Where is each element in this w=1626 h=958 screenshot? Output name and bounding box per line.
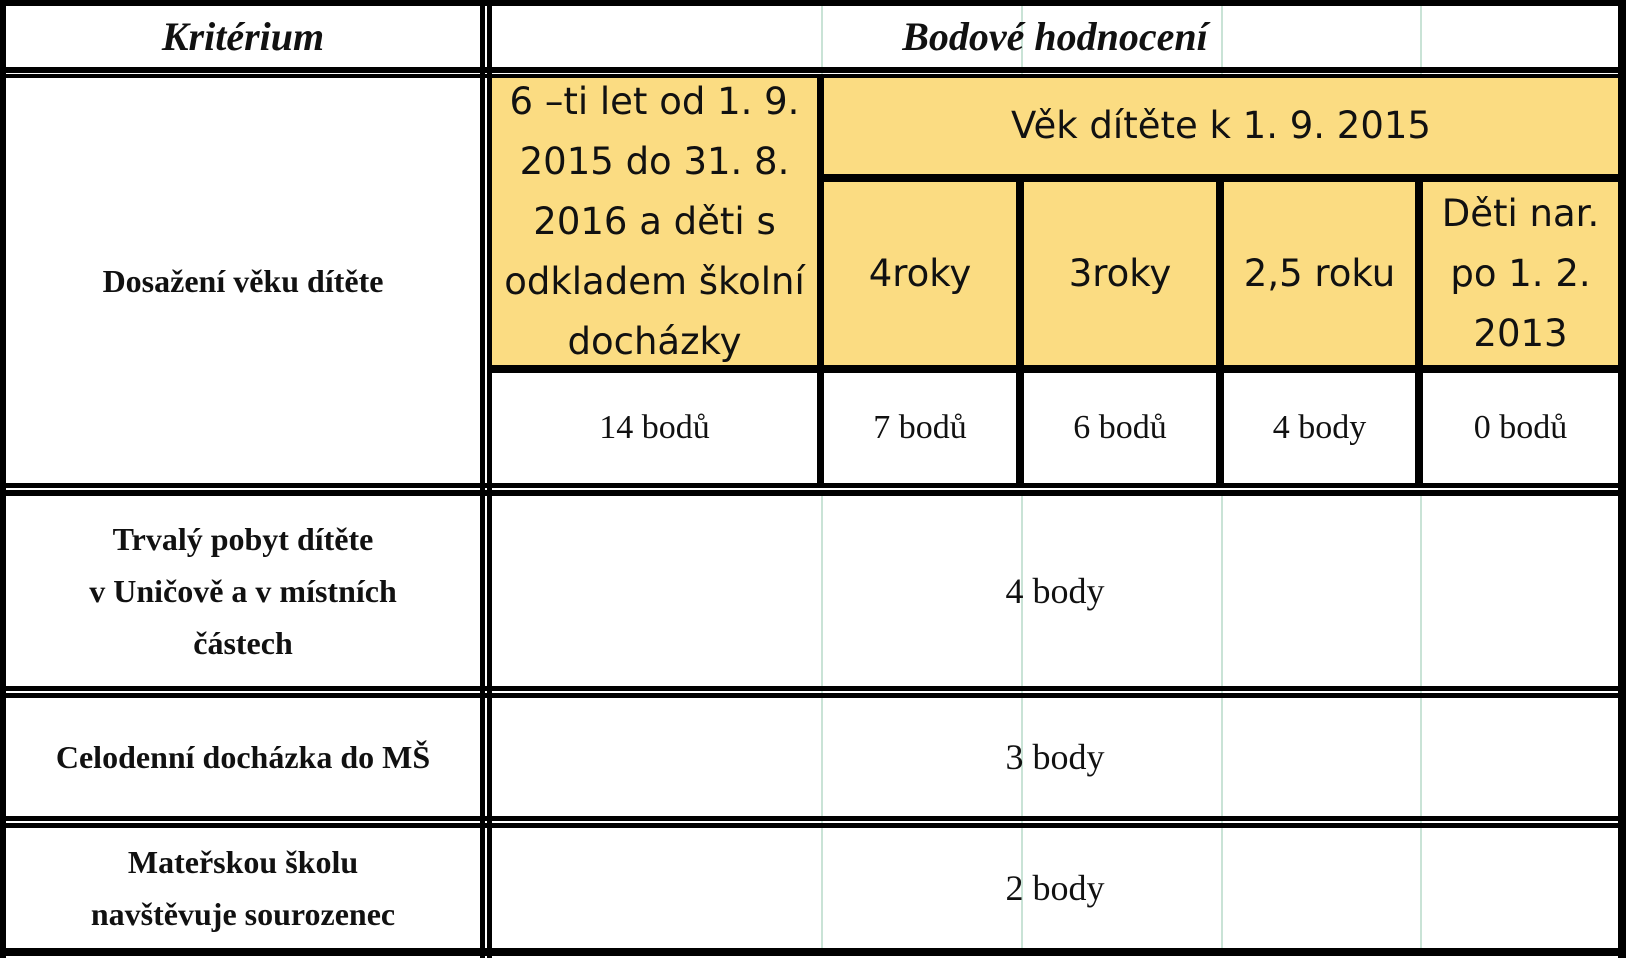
- border-row3-bottom: [0, 816, 1626, 821]
- age-criterion: Dosažení věku dítěte: [102, 262, 384, 299]
- border-right: [1618, 0, 1626, 958]
- residence-line: v Uničově a v místních: [89, 573, 397, 609]
- fullday-points: 3 body: [1005, 737, 1105, 777]
- border-col5: [1415, 174, 1423, 488]
- age-group-3roky: 3roky: [1068, 251, 1172, 295]
- border-criterion-right: [480, 0, 485, 958]
- criterion-header: Kritérium: [161, 14, 325, 59]
- born-after-line: Děti nar.: [1441, 191, 1600, 235]
- points-3roky: 6 bodů: [1073, 409, 1167, 446]
- age-group-2-5-roku: 2,5 roku: [1243, 251, 1396, 295]
- border-col2: [817, 78, 824, 488]
- age-group-born-after: [1423, 182, 1618, 365]
- border-header-bottom: [0, 67, 1626, 73]
- points-six-year: 14 bodů: [599, 409, 710, 446]
- six-year-line: 2015 do 31. 8.: [519, 139, 790, 183]
- sibling-line: navštěvuje sourozenec: [90, 896, 396, 932]
- border-col3: [1016, 174, 1024, 488]
- six-year-line: 2016 a děti s: [533, 199, 776, 243]
- residence-criterion: [6, 496, 480, 686]
- sibling-line: Mateřskou školu: [127, 844, 359, 880]
- points-2-5-roku: 4 body: [1272, 409, 1367, 446]
- six-year-line: 6 –ti let od 1. 9.: [509, 79, 800, 123]
- residence-points: 4 body: [1005, 571, 1105, 611]
- six-year-line: docházky: [567, 319, 742, 363]
- points-4roky: 7 bodů: [873, 409, 967, 446]
- residence-line: částech: [193, 625, 293, 661]
- born-after-line: po 1. 2.: [1450, 251, 1591, 295]
- age-group-4roky: 4roky: [868, 251, 972, 295]
- age-group-title: Věk dítěte k 1. 9. 2015: [1011, 104, 1431, 147]
- sibling-criterion: [6, 828, 480, 948]
- border-bottom: [0, 948, 1626, 956]
- border-row2-bottom: [0, 686, 1626, 691]
- six-year-cell: [492, 78, 817, 365]
- fullday-criterion: Celodenní docházka do MŠ: [55, 739, 431, 775]
- born-after-line: 2013: [1473, 311, 1568, 355]
- sibling-points: 2 body: [1005, 868, 1105, 908]
- border-row1-bottom: [0, 483, 1626, 488]
- points-born-after: 0 bodů: [1473, 409, 1568, 446]
- residence-line: Trvalý pobyt dítěte: [112, 521, 374, 557]
- six-year-line: odkladem školní: [504, 259, 805, 303]
- border-col4: [1216, 174, 1224, 488]
- scoring-header: Bodové hodnocení: [902, 14, 1208, 59]
